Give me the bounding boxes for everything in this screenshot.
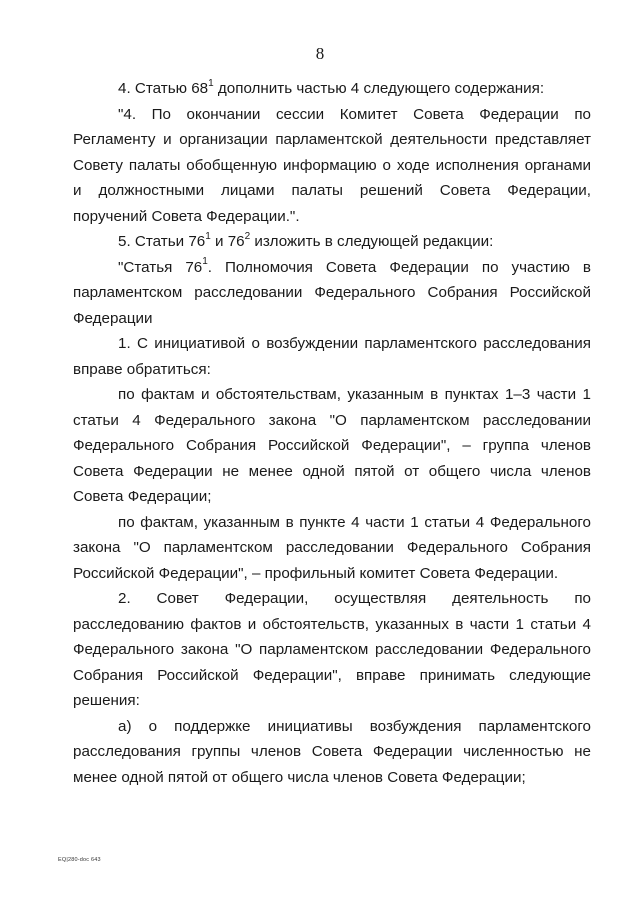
text-segment: 5. Статьи 76 xyxy=(118,233,206,250)
text-segment: . Полномочия Совета Федерации по участию в парламентском расследовании Федерального Собрания Российской Федерации xyxy=(73,258,591,327)
paragraph-facts-and-circumstances: по фактам и обстоятельствам, указанным в пунктах 1–3 части 1 статьи 4 Федерального закона "О парламентском расследовании Федерального Собрания Российской Федерации", – группа членов Совета Федерации не менее одной пятой от общего числа членов Совета Федерации; xyxy=(73,386,591,505)
text-segment: дополнить частью 4 следующего содержания: xyxy=(213,80,545,97)
text-segment: изложить в следующей редакции: xyxy=(250,233,494,250)
paragraph-subpoint-a: а) о поддержке инициативы возбуждения парламентского расследования группы членов Совета Федерации численностью не менее одной пятой от общего числа членов Совета Федерации; xyxy=(73,717,591,786)
paragraph-point-2: 2. Совет Федерации, осуществляя деятельность по расследованию фактов и обстоятельств, указанных в части 1 статьи 4 Федерального закона "О парламентском расследовании Федерального Собрания Российской Федерации", вправе принимать следующие решения: xyxy=(73,590,591,709)
paragraph-article-76-1-title xyxy=(73,255,591,332)
paragraph-part-4-text: "4. По окончании сессии Комитет Совета Федерации по Регламенту и организации парламентской деятельности представляет Совету палаты обобщенную информацию о ходе исполнения органами и должностными лицами палаты решений Совета Федерации, поручений Совета Федерации.". xyxy=(73,105,591,225)
paragraph-article-68-amendment xyxy=(73,76,591,102)
paragraph-point-1: 1. С инициативой о возбуждении парламентского расследования вправе обратиться: xyxy=(73,335,591,378)
document-footer-code: EQ|280-doc 643 xyxy=(58,857,101,863)
text-segment: "Статья 76 xyxy=(118,258,203,276)
page-number: 8 xyxy=(315,44,325,63)
superscript: 2 xyxy=(244,230,251,242)
superscript: 1 xyxy=(208,77,214,89)
paragraph-articles-76-amendment xyxy=(73,229,591,255)
superscript: 1 xyxy=(202,256,208,268)
text-segment: 4. Статью 68 xyxy=(118,80,209,97)
text-segment: и 76 xyxy=(210,233,245,250)
document-body xyxy=(73,76,591,790)
paragraph-facts-point-4: по фактам, указанным в пункте 4 части 1 статьи 4 Федерального закона "О парламентском расследовании Федерального Собрания Российской Федерации", – профильный комитет Совета Федерации. xyxy=(73,513,591,582)
superscript: 1 xyxy=(205,230,211,242)
